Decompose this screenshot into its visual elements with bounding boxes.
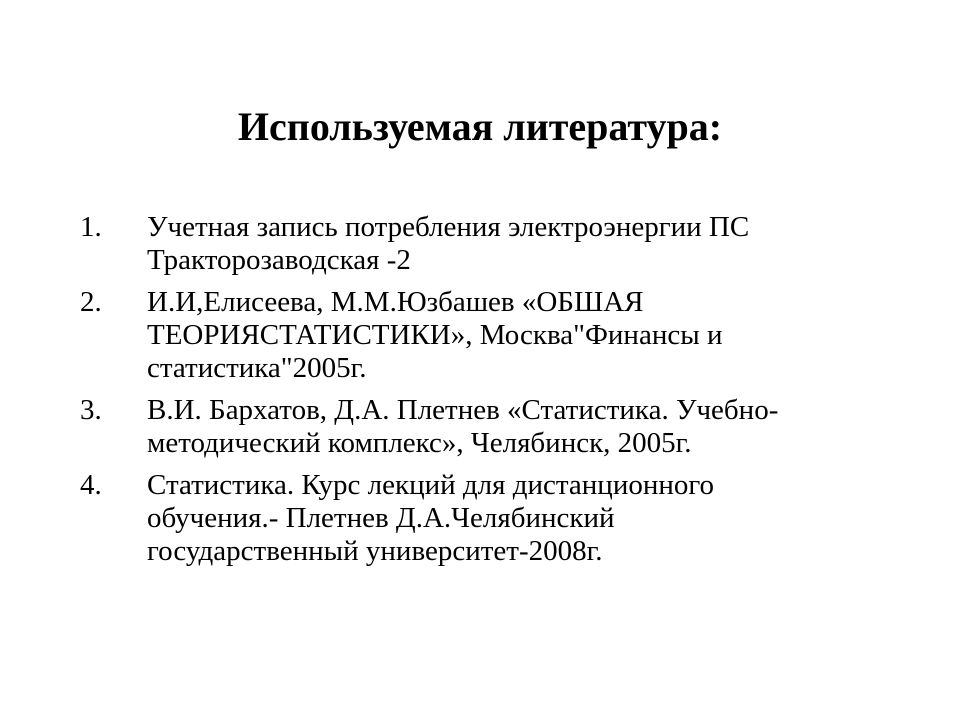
list-item: [80, 394, 880, 460]
slide-title: Используемая литература:: [237, 104, 723, 149]
list-item-number: 1.: [80, 211, 102, 243]
list-item-text-line: Статистика. Курс лекций для дистанционного: [147, 469, 715, 501]
list-item-text-line: И.И,Елисеева, М.М.Юзбашев «ОБШАЯ: [147, 286, 644, 318]
reference-list: [80, 211, 880, 577]
list-item-number: 4.: [80, 469, 102, 501]
list-item-text-line: Тракторозаводская -2: [147, 244, 411, 276]
list-item-text-line: ТЕОРИЯСТАТИСТИКИ», Москва"Финансы и: [147, 319, 723, 351]
list-item: [80, 286, 880, 385]
list-item-text-line: обучения.- Плетнев Д.А.Челябинский: [147, 502, 615, 534]
list-item-number: 3.: [80, 394, 102, 426]
list-item-number: 2.: [80, 286, 102, 318]
list-item: [80, 469, 880, 568]
list-item-text-line: статистика"2005г.: [147, 352, 367, 384]
list-item-text-line: государственный университет-2008г.: [147, 535, 603, 567]
list-item-text-line: В.И. Бархатов, Д.А. Плетнев «Статистика. Учебно-: [147, 394, 779, 426]
list-item-text-line: методический комплекс», Челябинск, 2005г.: [147, 427, 692, 459]
list-item-text-line: Учетная запись потребления электроэнергии ПС: [147, 211, 750, 243]
list-item: [80, 211, 880, 277]
